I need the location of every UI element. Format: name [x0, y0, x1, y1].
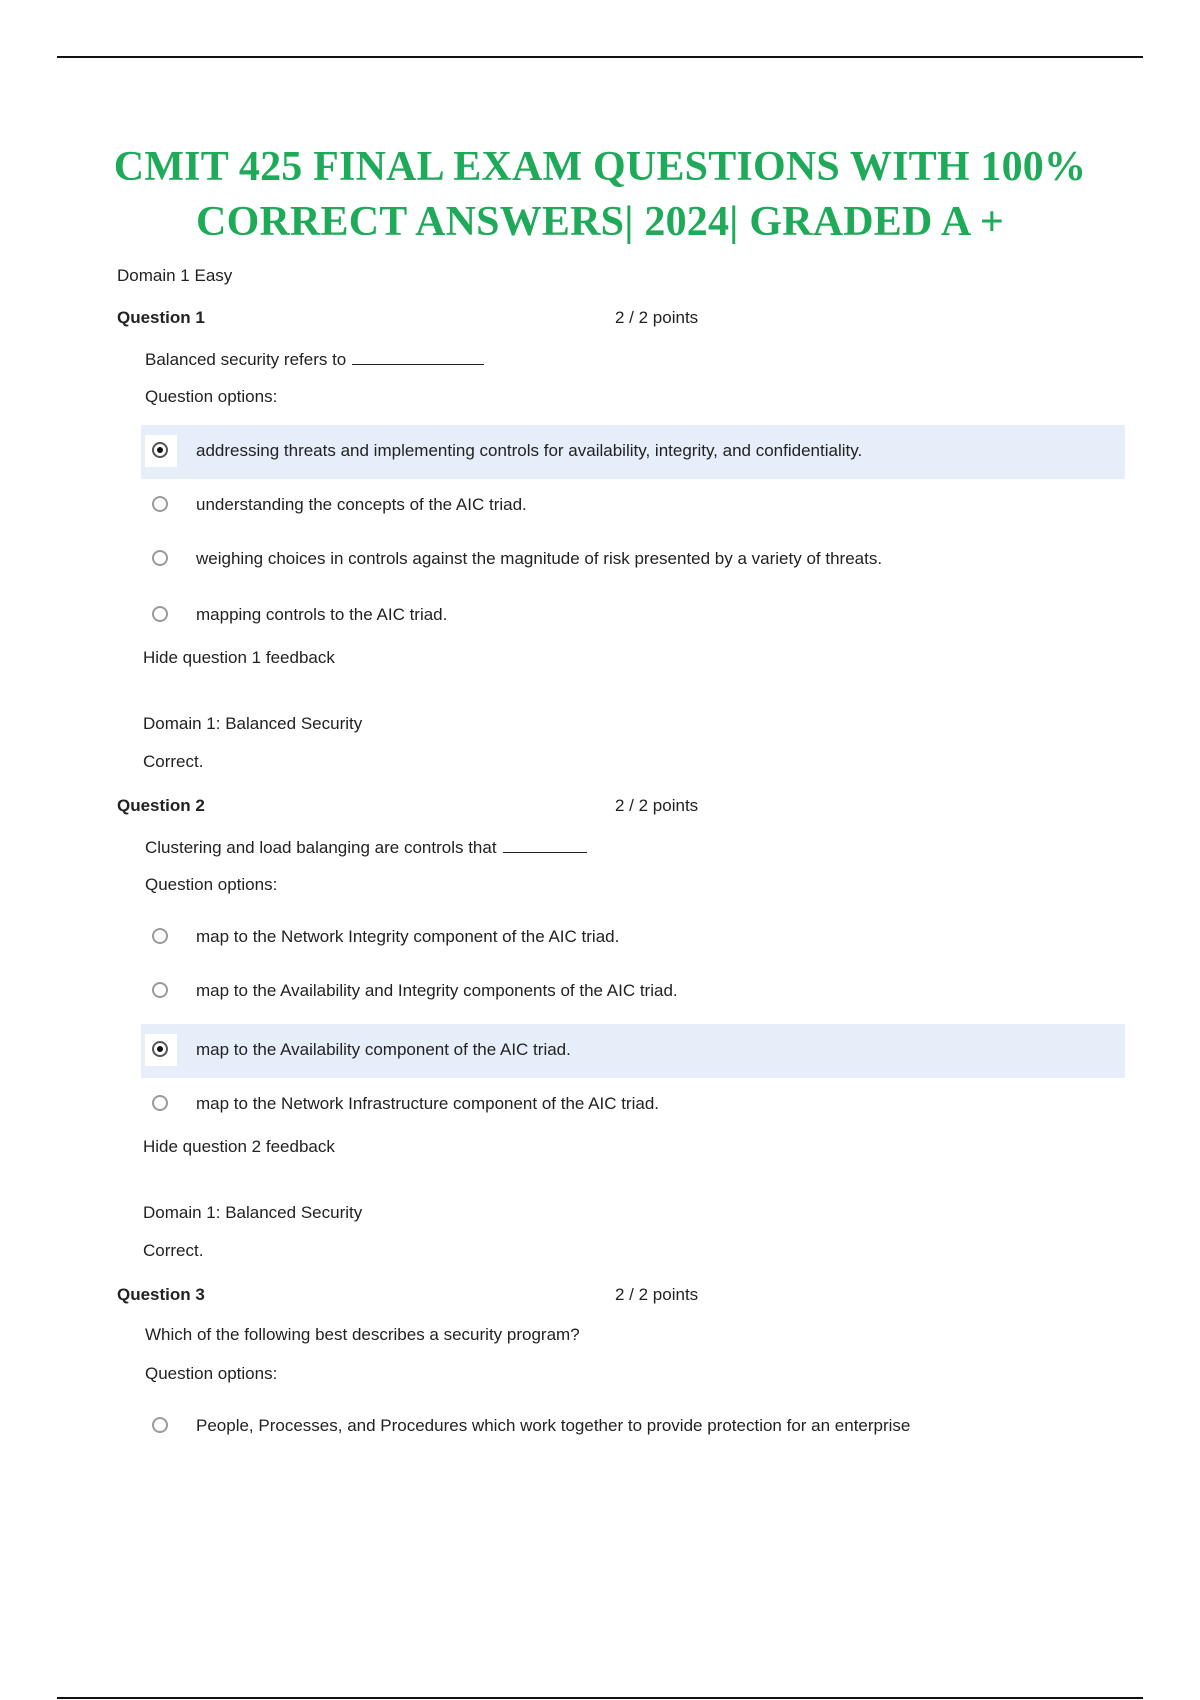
option-label: People, Processes, and Procedures which work together to provide protection for an enterprise	[196, 1416, 911, 1435]
question-1-option-2[interactable]	[141, 479, 1125, 533]
radio-icon[interactable]	[152, 606, 168, 622]
question-1-option-1[interactable]	[141, 425, 1125, 479]
question-2-hide-feedback-link[interactable]: Hide question 2 feedback	[143, 1137, 335, 1156]
question-3-options-label: Question options:	[145, 1364, 278, 1383]
question-3-option-1[interactable]	[141, 1400, 1125, 1454]
option-label: map to the Network Infrastructure component of the AIC triad.	[196, 1094, 660, 1113]
radio-selected-icon[interactable]	[152, 442, 168, 458]
radio-icon[interactable]	[152, 1417, 168, 1433]
question-3-text: Which of the following best describes a security program?	[145, 1325, 580, 1344]
option-label: mapping controls to the AIC triad.	[196, 605, 448, 624]
question-1-hide-feedback-link[interactable]: Hide question 1 feedback	[143, 648, 335, 667]
question-1-options-label: Question options:	[145, 387, 278, 406]
question-1-label: Question 1	[117, 308, 205, 327]
title-line-1: CMIT 425 FINAL EXAM QUESTIONS WITH 100%	[113, 144, 1087, 190]
radio-icon[interactable]	[152, 1095, 168, 1111]
option-label: map to the Availability and Integrity components of the AIC triad.	[196, 981, 678, 1000]
domain-heading: Domain 1 Easy	[117, 266, 233, 285]
radio-icon[interactable]	[152, 550, 168, 566]
answer-blank	[352, 348, 484, 365]
document-title	[60, 140, 1140, 250]
question-1-option-3[interactable]	[141, 533, 1125, 587]
option-label: weighing choices in controls against the magnitude of risk presented by a variety of threats.	[196, 549, 883, 568]
answer-blank	[503, 836, 587, 853]
top-rule	[57, 56, 1143, 58]
question-2-text	[145, 836, 587, 858]
question-1-prompt: Balanced security refers to	[145, 350, 347, 369]
bottom-rule	[57, 1697, 1143, 1699]
radio-icon[interactable]	[152, 982, 168, 998]
question-1-feedback-domain: Domain 1: Balanced Security	[143, 714, 363, 733]
question-2-option-2[interactable]	[141, 965, 1125, 1019]
question-3-label: Question 3	[117, 1285, 205, 1304]
option-label: addressing threats and implementing controls for availability, integrity, and confidentiality.	[196, 441, 863, 460]
question-2-label: Question 2	[117, 796, 205, 815]
question-3-points: 2 / 2 points	[615, 1285, 699, 1304]
question-1-option-4[interactable]	[141, 589, 1125, 643]
question-2-feedback-domain: Domain 1: Balanced Security	[143, 1203, 363, 1222]
question-2-option-1[interactable]	[141, 911, 1125, 965]
question-2-points: 2 / 2 points	[615, 796, 699, 815]
question-2-prompt: Clustering and load balanging are controls that	[145, 838, 497, 857]
option-label: map to the Network Integrity component of the AIC triad.	[196, 927, 620, 946]
question-1-points: 2 / 2 points	[615, 308, 699, 327]
question-2-option-4[interactable]	[141, 1078, 1125, 1132]
question-2-options-label: Question options:	[145, 875, 278, 894]
radio-selected-icon[interactable]	[152, 1041, 168, 1057]
radio-icon[interactable]	[152, 496, 168, 512]
question-1-text	[145, 348, 484, 370]
question-2-option-3[interactable]	[141, 1024, 1125, 1078]
question-2-feedback-result: Correct.	[143, 1241, 204, 1260]
radio-icon[interactable]	[152, 928, 168, 944]
title-line-2: CORRECT ANSWERS| 2024| GRADED A +	[196, 199, 1004, 245]
option-label: map to the Availability component of the AIC triad.	[196, 1040, 571, 1059]
question-1-feedback-result: Correct.	[143, 752, 204, 771]
option-label: understanding the concepts of the AIC triad.	[196, 495, 527, 514]
